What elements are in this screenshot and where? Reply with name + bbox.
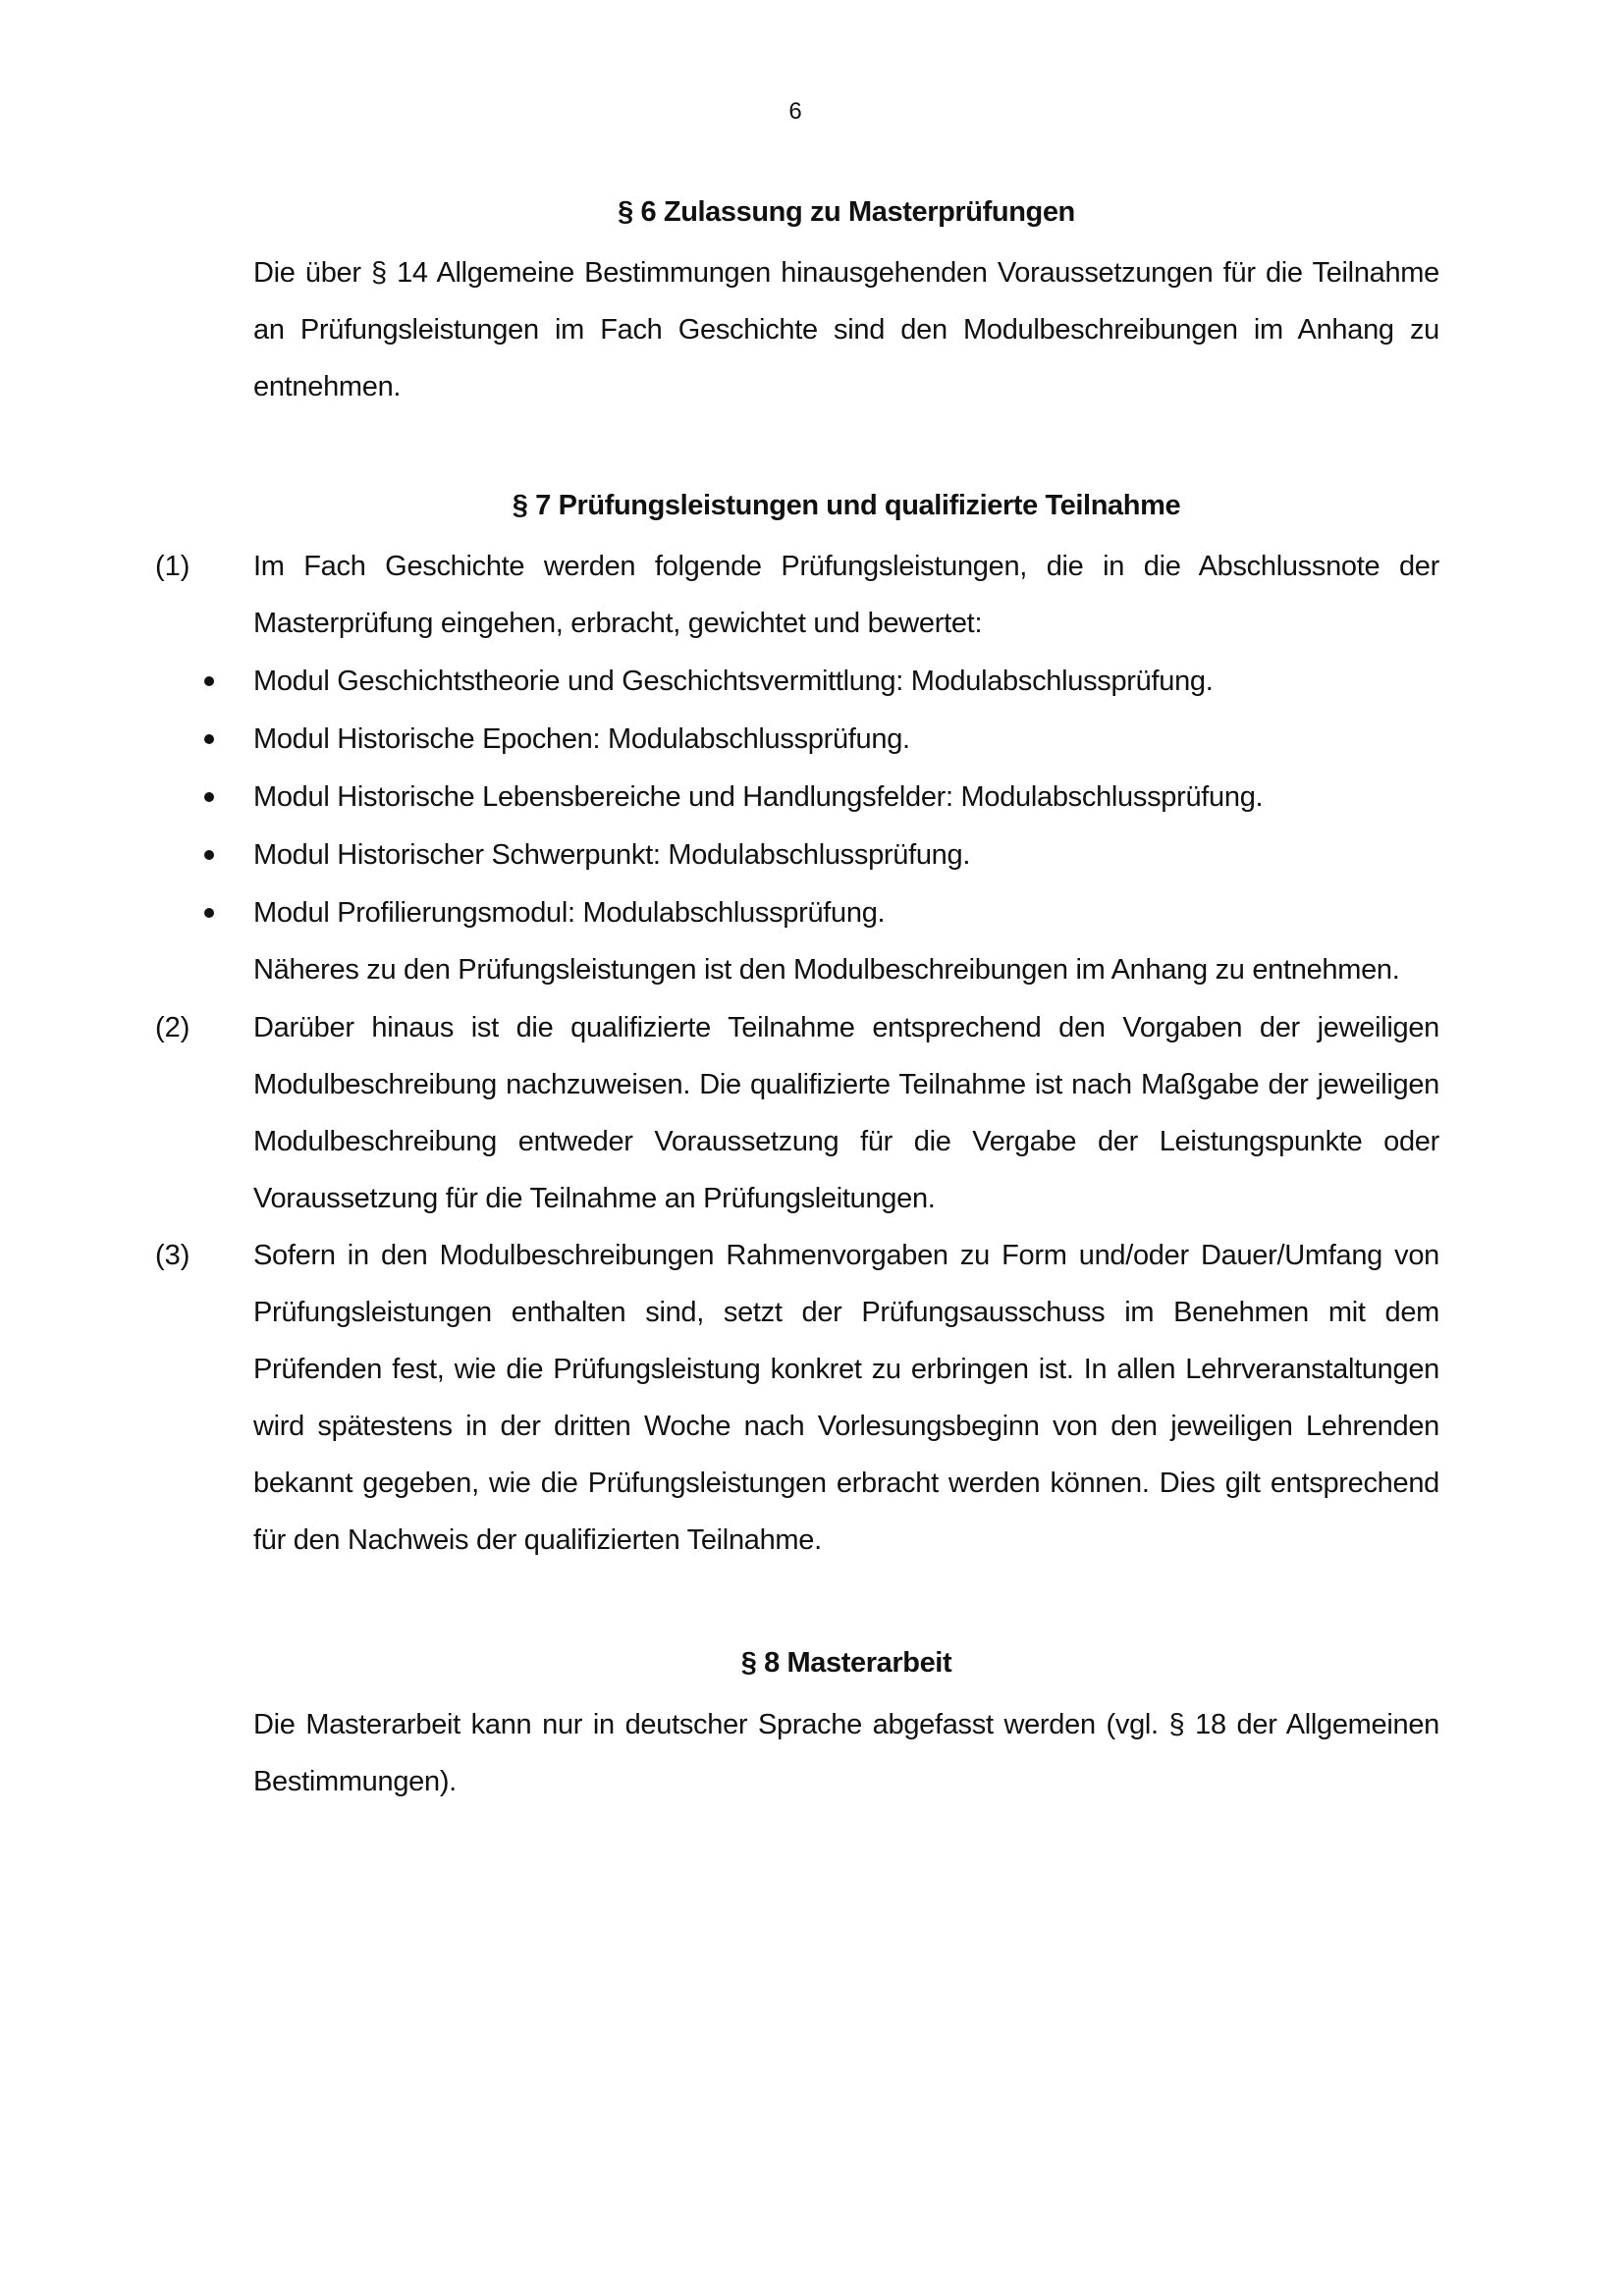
bullet-dot [204, 908, 214, 918]
list-item: Modul Historische Epochen: Modulabschlussprüfung. [253, 723, 910, 755]
bullet-dot [204, 792, 214, 802]
list-item: Modul Profilierungsmodul: Modulabschlussprüfung. [253, 897, 886, 929]
paragraph-1-number: (1) [155, 551, 190, 582]
bullet-dot [204, 850, 214, 860]
section-6-text: Die über § 14 Allgemeine Bestimmungen hinausgehenden Voraussetzungen für die Teilnahme an Prüfungsleistungen im Fach Geschichte sind den Modulbeschreibungen im Anhang zu entnehmen. [253, 257, 1439, 402]
section-8-text: Die Masterarbeit kann nur in deutscher Sprache abgefasst werden (vgl. § 18 der Allgemeinen Bestimmungen). [253, 1709, 1439, 1797]
section-8-heading: § 8 Masterarbeit [740, 1647, 952, 1679]
paragraph-1-note: Näheres zu den Prüfungsleistungen ist den Modulbeschreibungen im Anhang zu entnehmen. [253, 954, 1400, 986]
section-7-heading: § 7 Prüfungsleistungen und qualifizierte Teilnahme [512, 490, 1181, 521]
bullet-dot [204, 734, 214, 744]
list-item: Modul Historischer Schwerpunkt: Modulabschlussprüfung. [253, 839, 971, 871]
paragraph-2-text: Darüber hinaus ist die qualifizierte Teilnahme entsprechend den Vorgaben der jeweiligen Modulbeschreibung nachzuweisen. Die qualifizierte Teilnahme ist nach Maßgabe der jeweiligen Modulbeschreibung entweder Voraussetzung für die Vergabe der Leistungspunkte oder Voraussetzung für die Teilnahme an Prüfungsleitungen. [253, 1012, 1439, 1214]
paragraph-1-text: Im Fach Geschichte werden folgende Prüfungsleistungen, die in die Abschlussnote der Masterprüfung eingehen, erbracht, gewichtet und bewertet: [253, 551, 1439, 639]
page-number: 6 [788, 98, 802, 125]
list-item: Modul Geschichtstheorie und Geschichtsvermittlung: Modulabschlussprüfung. [253, 666, 1214, 697]
list-item: Modul Historische Lebensbereiche und Handlungsfelder: Modulabschlussprüfung. [253, 781, 1264, 813]
bullet-dot [204, 676, 214, 686]
paragraph-3-number: (3) [155, 1240, 190, 1271]
paragraph-3-text: Sofern in den Modulbeschreibungen Rahmenvorgaben zu Form und/oder Dauer/Umfang von Prüfungsleistungen enthalten sind, setzt der Prüfungsausschuss im Benehmen mit dem Prüfenden fest, wie die Prüfungsleistung konkret zu erbringen ist. In allen Lehrveranstaltungen wird spätestens in der dritten Woche nach Vorlesungsbeginn von den jeweiligen Lehrenden bekannt gegeben, wie die Prüfungsleistungen erbracht werden können. Dies gilt entsprechend für den Nachweis der qualifizierten Teilnahme. [253, 1240, 1439, 1556]
paragraph-2-number: (2) [155, 1012, 190, 1043]
section-6-heading: § 6 Zulassung zu Masterprüfungen [618, 196, 1075, 228]
